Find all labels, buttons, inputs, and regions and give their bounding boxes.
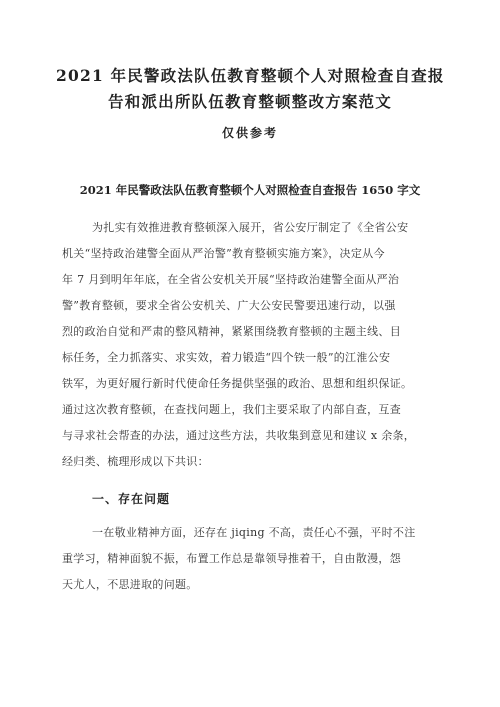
paragraph-2-line: 一在敬业精神方面，还存在 jiqing 不高，责任心不强，平时不注 xyxy=(92,526,416,539)
document-title-line-2: 告和派出所队伍教育整顿整改方案范文 xyxy=(108,92,392,111)
heading-existing-problems: 一、存在问题 xyxy=(92,492,171,506)
paragraph-1-line: 标任务，全力抓落实、求实效，着力锻造“四个铁一般”的江淮公安 xyxy=(62,351,391,364)
paragraph-1-line: 与寻求社会帮查的办法，通过这些方法，共收集到意见和建议 x 余条， xyxy=(62,429,416,442)
paragraph-1-line: 铁军，为更好履行新时代使命任务提供坚强的政治、思想和组织保证。 xyxy=(62,377,413,390)
paragraph-1-line: 为扎实有效推进教育整顿深入展开，省公安厅制定了《全省公安 xyxy=(92,221,409,234)
paragraph-1-line: 经归类、梳理形成以下共识： xyxy=(62,455,209,468)
paragraph-2-line: 天尤人，不思进取的问题。 xyxy=(62,578,198,591)
paragraph-1-line: 机关“坚持政治建警全面从严治警”教育整顿实施方案》，决定从今 xyxy=(62,247,385,260)
paragraph-1-line: 烈的政治自觉和严肃的整风精神，紧紧围绕教育整顿的主题主线、目 xyxy=(62,325,401,338)
paragraph-2-line: 重学习，精神面貌不振，布置工作总是靠领导推着干，自由散漫，怨 xyxy=(62,552,401,565)
document-title-line-1: 2021 年民警政法队伍教育整顿个人对照检查自查报 xyxy=(56,66,445,85)
for-reference-note: 仅供参考 xyxy=(221,126,278,140)
paragraph-1-line: 警”教育整顿，要求全省公安机关、广大公安民警要迅速行动，以强 xyxy=(62,299,396,312)
paragraph-1-line: 通过这次教育整顿，在查找问题上，我们主要采取了内部自查，互查 xyxy=(62,403,401,416)
section-title: 2021 年民警政法队伍教育整顿个人对照检查自查报告 1650 字文 xyxy=(79,183,421,197)
paragraph-1-line: 年 7 月到明年年底，在全省公安机关开展“坚持政治建警全面从严治 xyxy=(62,273,400,286)
